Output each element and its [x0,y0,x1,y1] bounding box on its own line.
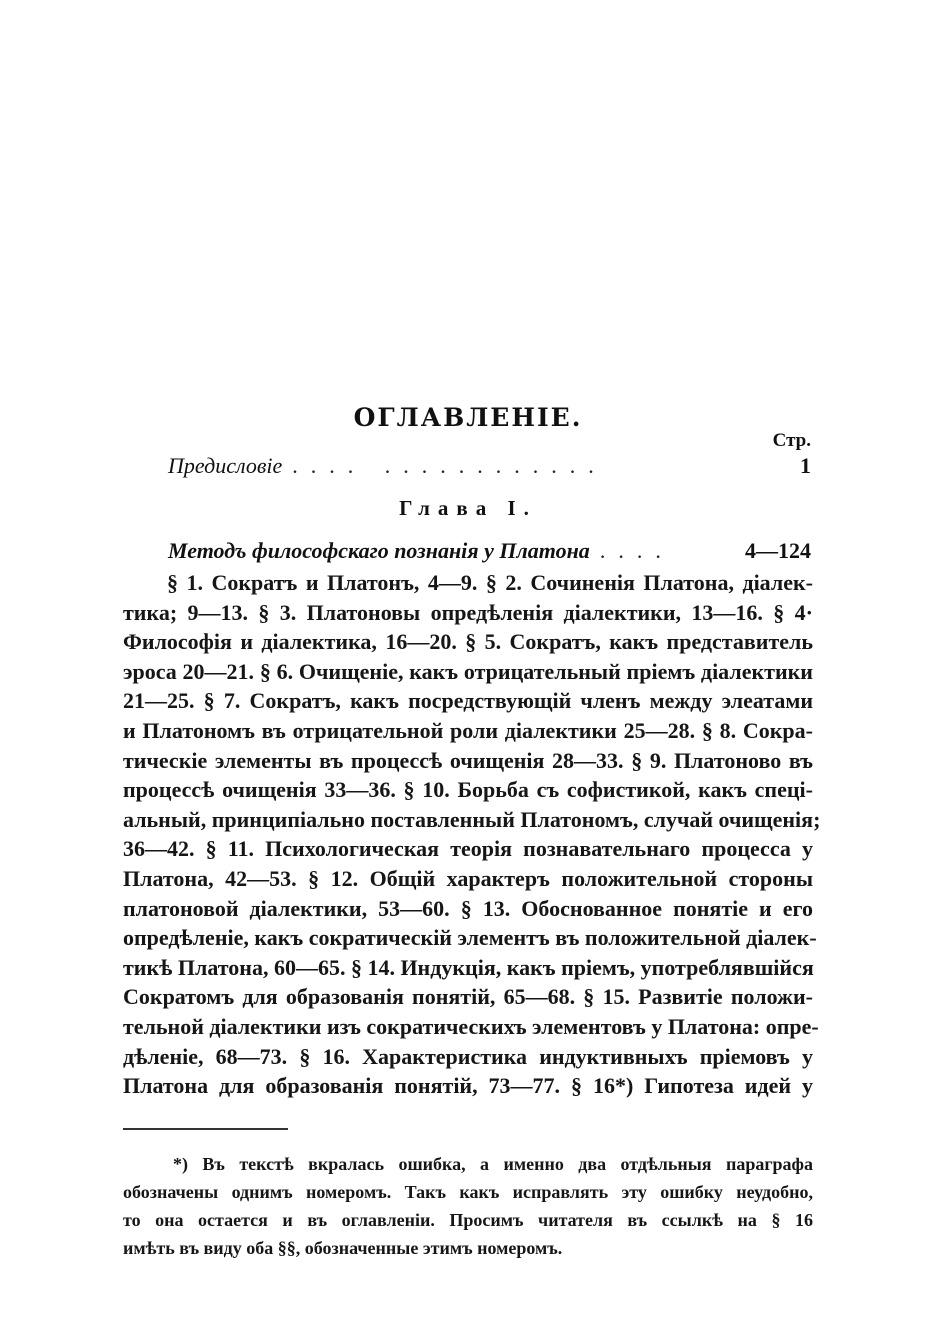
footnote-line: имѣть въ виду оба §§, обозначенные этимъ номеромъ. [123,1238,563,1258]
summary-line: и Платономъ въ отрицательной роли діалектики 25—28. § 8. Сокра- [123,717,813,743]
chapter-heading: Глава I. [399,496,537,520]
summary-line: 21—25. § 7. Сократъ, какъ посредствующій членъ между элеатами [123,688,813,714]
summary-line: § 1. Сократъ и Платонъ, 4—9. § 2. Сочиненія Платона, діалек- [167,570,813,595]
toc-dot-leader: .... [599,538,674,563]
footnote-line: *) Въ текстѣ вкралась ошибка, а именно два отдѣльныя параграфа [173,1154,813,1174]
summary-line: Сократомъ для образованія понятій, 65—68. § 15. Развитіе положи- [123,984,813,1010]
summary-line: тика; 9—13. § 3. Платоновы опредѣленія діалектики, 13—16. § 4· [123,599,813,625]
summary-line: дѣленіе, 68—73. § 16. Характеристика индуктивныхъ пріемовъ у [123,1043,813,1069]
toc-entry-preface [168,453,811,479]
toc-entry-page: 4—124 [745,538,811,563]
summary-line: Платона, 42—53. § 12. Общій характеръ положительной стороны [123,865,813,891]
footnote-divider [123,1128,288,1130]
summary-line: тельной діалектики изъ сократическихъ элементовъ у Платона: опре- [123,1013,819,1039]
page-column-label: Стр. [772,430,811,451]
summary-line: альный, принципіально поставленный Платономъ, случай очищенія; [123,806,821,832]
footnote [123,1150,813,1262]
toc-title: ОГЛАВЛЕНІЕ. [353,403,583,432]
summary-line: Философія и діалектика, 16—20. § 5. Сократъ, какъ представитель [123,629,813,655]
footnote-line: обозначены однимъ номеромъ. Такъ какъ исправлять эту ошибку неудобно, [123,1182,813,1202]
summary-line: опредѣленіе, какъ сократическій элементъ въ положительной діалек- [123,925,817,951]
toc-entry-page: 1 [800,453,811,478]
summary-line: платоновой діалектики, 53—60. § 13. Обоснованное понятіе и его [123,895,813,921]
toc-entry-label: Методъ философскаго познанія у Платона [168,538,590,563]
chapter-summary [123,568,821,1101]
summary-line: 36—42. § 11. Психологическая теорія познавательнаго процесса у [123,836,813,862]
summary-line: эроса 20—21. § 6. Очищеніе, какъ отрицательный пріемъ діалектики [123,658,813,684]
footnote-line: то она остается и въ оглавленіи. Просимъ читателя въ ссылкѣ на § 16 [123,1210,813,1230]
summary-line: процессѣ очищенія 33—36. § 10. Борьба съ софистикой, какъ спеці- [123,777,813,803]
toc-dot-leader: .... ............ [292,453,607,478]
summary-line: Платона для образованія понятій, 73—77. § 16*) Гипотеза идей у [123,1073,813,1099]
toc-entry-label: Предисловіе [168,453,283,478]
summary-line: тикѣ Платона, 60—65. § 14. Индукція, какъ пріемъ, употреблявшійся [123,954,814,980]
summary-line: тическіе элементы въ процессѣ очищенія 28—33. § 9. Платоново въ [123,747,813,773]
toc-entry-method [168,538,811,564]
